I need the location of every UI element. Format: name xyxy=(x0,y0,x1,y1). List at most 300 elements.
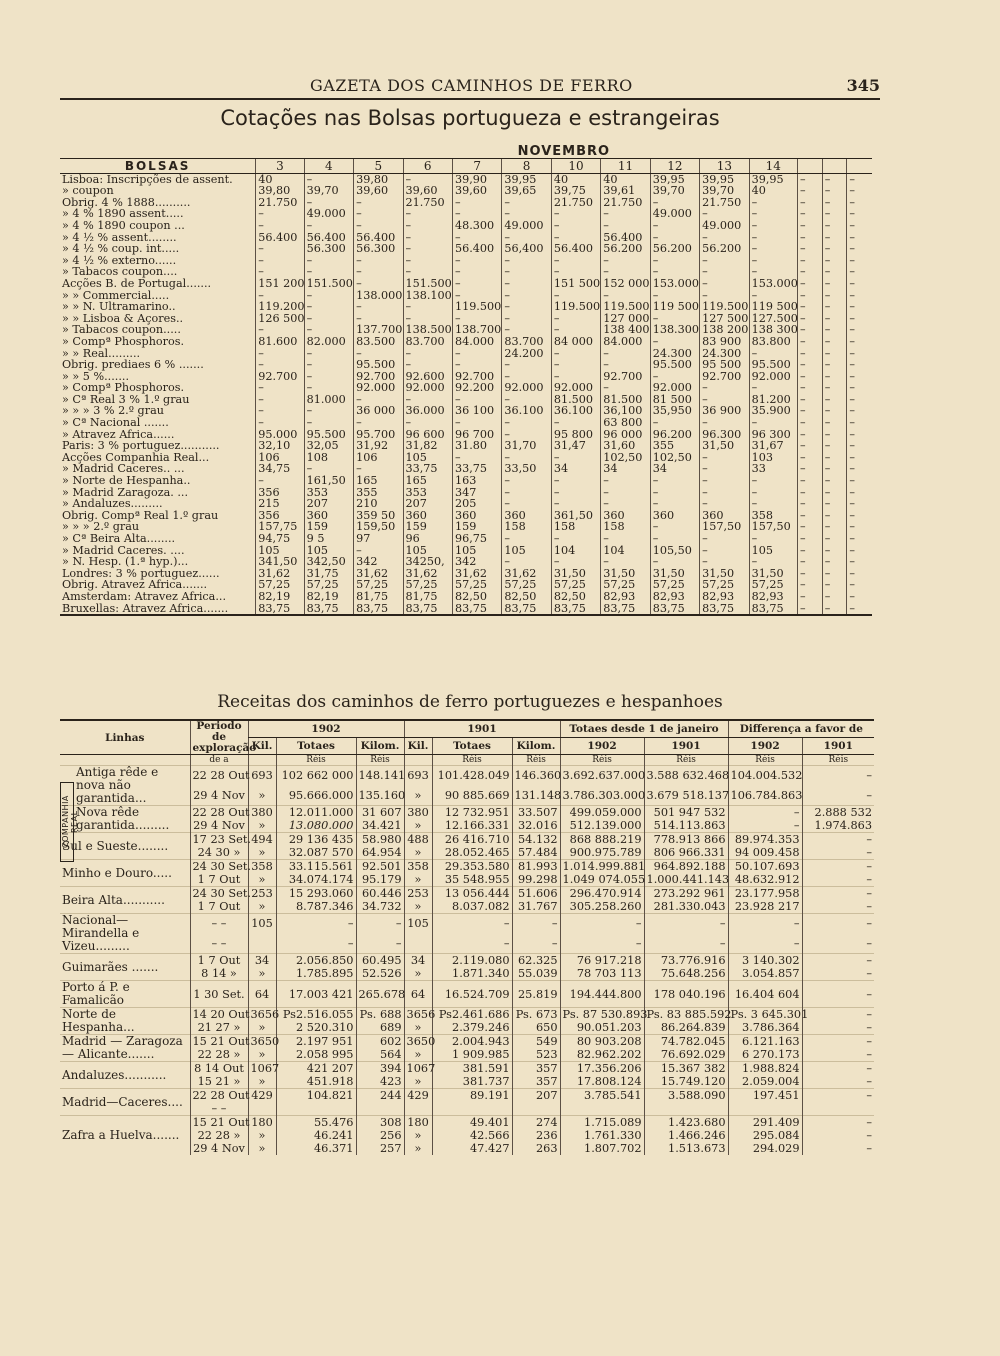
quote-value: 82,50 xyxy=(551,591,600,603)
kil-1902: » xyxy=(248,846,276,860)
quote-value: – xyxy=(700,278,749,290)
kil-1902: » xyxy=(248,967,276,981)
totaes-1901: 16.524.709 xyxy=(432,981,512,1008)
diferenca-1902: – xyxy=(728,819,802,833)
quote-value: – xyxy=(502,255,551,267)
quote-value: 127 500 xyxy=(700,313,749,325)
quote-value: 92.000 xyxy=(551,382,600,394)
kilom-1901: 274 xyxy=(512,1116,560,1130)
quote-value: 56.400 xyxy=(452,243,501,255)
quote-value: – xyxy=(797,475,822,487)
quote-label: » 4 ½ % coup. int..... xyxy=(62,242,180,256)
quote-value: 32,10 xyxy=(256,440,304,452)
quote-value: 342 xyxy=(452,556,501,568)
quote-value: – xyxy=(502,324,551,336)
quote-value: – xyxy=(797,220,822,232)
quote-value: 96 700 xyxy=(452,429,501,441)
kil-1902: 105 xyxy=(248,914,276,934)
quote-value: – xyxy=(700,545,749,557)
quote-value: 57,25 xyxy=(749,579,797,591)
diferenca-1901: – xyxy=(802,766,874,786)
quote-value: 82,93 xyxy=(700,591,749,603)
kil-1902: 358 xyxy=(248,860,276,874)
quote-value: – xyxy=(354,313,403,325)
quote-value: – xyxy=(822,232,847,244)
quote-label: » Compª Phosphoros. xyxy=(62,334,185,348)
kilom-1901: 131.148 xyxy=(512,786,560,806)
quote-value: – xyxy=(797,394,822,406)
totaes-desde-1901: 15.367 382 xyxy=(644,1062,728,1076)
totaes-desde-1901: 778.913 866 xyxy=(644,833,728,847)
quote-value: 95.500 xyxy=(354,359,403,371)
quote-value: 39,70 xyxy=(700,185,749,197)
quote-value: 361,50 xyxy=(551,510,600,522)
quote-value: – xyxy=(256,220,304,232)
diferenca-1902: 6.121.163 xyxy=(728,1035,802,1049)
quote-value: – xyxy=(452,208,501,220)
kilom-1901: 62.325 xyxy=(512,954,560,968)
totaes-desde-1901: 1.466.246 xyxy=(644,1129,728,1142)
quote-value: – xyxy=(304,463,353,475)
quote-value: 82,93 xyxy=(650,591,699,603)
quote-value: 82,19 xyxy=(256,591,304,603)
reis-label: Réis xyxy=(432,755,512,766)
quote-value: 83,75 xyxy=(304,603,353,616)
diferenca-1901: – xyxy=(802,1048,874,1062)
quote-value: – xyxy=(797,533,822,545)
linha-name: Sul e Sueste........ xyxy=(60,833,190,860)
totaes-1902: 17.003 421 xyxy=(276,981,356,1008)
diferenca-1902: 3.054.857 xyxy=(728,967,802,981)
quote-row xyxy=(60,301,872,313)
month-label: NOVEMBRO xyxy=(517,144,611,159)
quote-value: 92.700 xyxy=(452,371,501,383)
quote-value: – xyxy=(354,301,403,313)
quote-value: – xyxy=(551,208,600,220)
quote-value: 138 200 xyxy=(700,324,749,336)
day-header: 13 xyxy=(700,158,749,173)
col-diferenca-1902: 1902 xyxy=(728,738,802,755)
reis-label: Réis xyxy=(560,755,644,766)
quote-label: Obrig. Atravez Africa....... xyxy=(62,578,208,592)
quote-value: – xyxy=(700,417,749,429)
totaes-1901: 1.871.340 xyxy=(432,967,512,981)
quote-value: – xyxy=(452,313,501,325)
periodo: 15 21 Out xyxy=(190,1116,248,1130)
receita-row xyxy=(60,981,874,1008)
quote-value: 83.700 xyxy=(403,336,452,348)
quote-value: 119.500 xyxy=(700,301,749,313)
quote-value: – xyxy=(403,394,452,406)
kil-1901 xyxy=(404,1102,432,1116)
quote-value: 82,93 xyxy=(601,591,650,603)
quote-value: 21.750 xyxy=(700,197,749,209)
quote-value: – xyxy=(797,382,822,394)
quote-value: 127.500 xyxy=(749,313,797,325)
quote-label: » Compª Phosphoros. xyxy=(62,381,185,395)
quote-value: 95.500 xyxy=(650,359,699,371)
quote-value: – xyxy=(551,220,600,232)
totaes-desde-1901: 1.423.680 xyxy=(644,1116,728,1130)
diferenca-1902: 16.404 604 xyxy=(728,981,802,1008)
kil-1901: » xyxy=(404,1075,432,1089)
quote-value: – xyxy=(304,417,353,429)
quote-value: 119.500 xyxy=(601,301,650,313)
quote-value: 9 5 xyxy=(304,533,353,545)
diferenca-1901: – xyxy=(802,1075,874,1089)
quote-value: 92.600 xyxy=(403,371,452,383)
quote-value: 56.200 xyxy=(601,243,650,255)
receita-row xyxy=(60,1089,874,1103)
quote-value: – xyxy=(700,266,749,278)
quote-value: – xyxy=(551,324,600,336)
kilom-1902: 689 xyxy=(356,1021,404,1035)
kilom-1902: 95.179 xyxy=(356,873,404,887)
receita-row xyxy=(60,914,874,934)
quote-value: – xyxy=(847,440,872,452)
kil-1901: 488 xyxy=(404,833,432,847)
quote-value: 83.700 xyxy=(502,336,551,348)
periodo: 1 7 Out xyxy=(190,954,248,968)
quote-value: – xyxy=(797,579,822,591)
quote-value: – xyxy=(650,197,699,209)
quote-value: – xyxy=(847,185,872,197)
quote-value: – xyxy=(797,568,822,580)
quote-value: 36.000 xyxy=(403,405,452,417)
quote-value: – xyxy=(601,359,650,371)
quote-value: 158 xyxy=(551,521,600,533)
quote-value: – xyxy=(502,429,551,441)
quote-value: – xyxy=(551,348,600,360)
quote-value: – xyxy=(650,475,699,487)
quote-value: – xyxy=(847,591,872,603)
quote-value: 83,75 xyxy=(403,603,452,616)
kil-1902: » xyxy=(248,1142,276,1155)
quote-value: – xyxy=(304,348,353,360)
quote-value: 31,47 xyxy=(551,440,600,452)
quote-value: – xyxy=(749,382,797,394)
quote-value: – xyxy=(304,266,353,278)
quote-value: – xyxy=(650,313,699,325)
quote-value: 102,50 xyxy=(601,452,650,464)
kil-1902: » xyxy=(248,1075,276,1089)
totaes-desde-1902: 512.139.000 xyxy=(560,819,644,833)
totaes-1902: 102 662 000 xyxy=(276,766,356,786)
periodo: 8 14 » xyxy=(190,967,248,981)
quote-value: – xyxy=(502,232,551,244)
quote-value: 39,60 xyxy=(452,185,501,197)
quote-value: – xyxy=(797,487,822,499)
totaes-desde-1902: 78 703 113 xyxy=(560,967,644,981)
day-header xyxy=(847,158,872,173)
diferenca-1902: 1.988.824 xyxy=(728,1062,802,1076)
quote-value: – xyxy=(304,359,353,371)
quote-label: » Tabacos coupon.... xyxy=(62,265,178,279)
quote-value: – xyxy=(847,313,872,325)
totaes-desde-1901: 3.588 632.468 xyxy=(644,766,728,786)
linha-name: Madrid — Zaragoza — Alicante....... xyxy=(60,1035,190,1062)
kilom-1901: 31.767 xyxy=(512,900,560,914)
quote-value: 48.300 xyxy=(452,220,501,232)
cotacoes-table xyxy=(60,146,872,616)
quote-value: 97 xyxy=(354,533,403,545)
day-header: 5 xyxy=(354,158,403,173)
quote-value: – xyxy=(797,463,822,475)
quote-value: – xyxy=(403,301,452,313)
quote-value: 119.200 xyxy=(256,301,304,313)
quote-value: – xyxy=(502,359,551,371)
receita-row xyxy=(60,1008,874,1022)
quote-value: – xyxy=(700,556,749,568)
totaes-1901: 2.379.246 xyxy=(432,1021,512,1035)
diferenca-1902: 104.004.532 xyxy=(728,766,802,786)
quote-value: 96.300 xyxy=(700,429,749,441)
diferenca-1901: – xyxy=(802,887,874,901)
quote-value: 83 900 xyxy=(700,336,749,348)
quote-value: 21.750 xyxy=(551,197,600,209)
day-header: 7 xyxy=(452,158,501,173)
totaes-desde-1901: 3.588.090 xyxy=(644,1089,728,1103)
quote-value: 57,25 xyxy=(256,579,304,591)
quote-value: – xyxy=(797,197,822,209)
quote-value: 159 xyxy=(403,521,452,533)
quote-value: – xyxy=(822,568,847,580)
linha-name: Zafra a Huelva....... xyxy=(60,1116,190,1156)
diferenca-1902: 291.409 xyxy=(728,1116,802,1130)
quote-value: 34 xyxy=(551,463,600,475)
quote-value: – xyxy=(256,475,304,487)
quote-value: 92.700 xyxy=(354,371,403,383)
quote-value: – xyxy=(551,452,600,464)
quote-value: 347 xyxy=(452,487,501,499)
quote-value: – xyxy=(847,220,872,232)
col-totaes-1901: Totaes xyxy=(432,738,512,755)
quote-value: – xyxy=(700,394,749,406)
receita-row xyxy=(60,1062,874,1076)
quote-value: – xyxy=(822,475,847,487)
kil-1902: 693 xyxy=(248,766,276,786)
quote-value: – xyxy=(847,348,872,360)
quote-value: – xyxy=(403,243,452,255)
quote-value: – xyxy=(822,510,847,522)
quote-value: – xyxy=(700,487,749,499)
totaes-desde-1902: 90.051.203 xyxy=(560,1021,644,1035)
quote-value: 157,75 xyxy=(256,521,304,533)
quote-value: 31,50 xyxy=(700,568,749,580)
kilom-1902: Ps. 688 xyxy=(356,1008,404,1022)
quote-value: – xyxy=(822,359,847,371)
quote-row xyxy=(60,255,872,267)
totaes-1901: 28.052.465 xyxy=(432,846,512,860)
diferenca-1902: 23.177.958 xyxy=(728,887,802,901)
totaes-1901: 35 548.955 xyxy=(432,873,512,887)
quote-value: 39,61 xyxy=(601,185,650,197)
receita-row xyxy=(60,766,874,786)
quote-value: 92.000 xyxy=(403,382,452,394)
totaes-1901: 29.353.580 xyxy=(432,860,512,874)
totaes-desde-1901: Ps. 83 885.592 xyxy=(644,1008,728,1022)
quote-value: 63 800 xyxy=(601,417,650,429)
quote-value: 31,62 xyxy=(354,568,403,580)
kilom-1902: – xyxy=(356,914,404,934)
quote-value: 31,50 xyxy=(601,568,650,580)
periodo: – – xyxy=(190,914,248,934)
linha-name: Nacional—Mirandella e Vizeu......... xyxy=(60,914,190,954)
receitas-title: Receitas dos caminhos de ferro portuguezes e hespanhoes xyxy=(217,692,723,712)
quote-value: – xyxy=(749,475,797,487)
quote-value: 82,50 xyxy=(452,591,501,603)
kil-1902: 180 xyxy=(248,1116,276,1130)
totaes-1902: 29 136 435 xyxy=(276,833,356,847)
quote-value: – xyxy=(797,278,822,290)
periodo: 22 28 Out xyxy=(190,1089,248,1103)
quote-value: – xyxy=(452,232,501,244)
kilom-1902: 34.732 xyxy=(356,900,404,914)
diferenca-1901: 2.888 532 xyxy=(802,806,874,820)
quote-label: » » » 2.º grau xyxy=(62,520,140,534)
linha-name: Nova rêde garantida......... xyxy=(60,806,190,833)
totaes-1902: 2.056.850 xyxy=(276,954,356,968)
quote-value: 138.100 xyxy=(403,290,452,302)
quote-value: – xyxy=(650,220,699,232)
totaes-desde-1902: 1.761.330 xyxy=(560,1129,644,1142)
quote-value: – xyxy=(256,359,304,371)
kil-1902: 3656 Ps. xyxy=(248,1008,276,1022)
periodo: 21 27 » xyxy=(190,1021,248,1035)
quote-value: 102,50 xyxy=(650,452,699,464)
quote-value: 137.700 xyxy=(354,324,403,336)
kil-1902: » xyxy=(248,1048,276,1062)
day-header: 4 xyxy=(304,158,353,173)
totaes-desde-1902: 82.962.202 xyxy=(560,1048,644,1062)
totaes-desde-1902: 3.785.541 xyxy=(560,1089,644,1103)
col-kil-1901: Kil. xyxy=(404,738,432,755)
kil-1902: 380 xyxy=(248,806,276,820)
diferenca-1902: 89.974.353 xyxy=(728,833,802,847)
quote-value: 153.000 xyxy=(749,278,797,290)
quote-value: – xyxy=(700,290,749,302)
quote-value: – xyxy=(354,266,403,278)
quote-value: 56.400 xyxy=(304,232,353,244)
linha-name: Guimarães ....... xyxy=(60,954,190,981)
totaes-1901: 101.428.049 xyxy=(432,766,512,786)
totaes-desde-1902: 194.444.800 xyxy=(560,981,644,1008)
kil-1902 xyxy=(248,1102,276,1116)
col-kil-1902: Kil. xyxy=(248,738,276,755)
quote-value: – xyxy=(354,197,403,209)
totaes-1902: 33.115.561 xyxy=(276,860,356,874)
quote-value: – xyxy=(847,371,872,383)
day-header: 10 xyxy=(551,158,600,173)
quote-value: – xyxy=(749,208,797,220)
totaes-desde-1901: 1.000.441.143 xyxy=(644,873,728,887)
diferenca-1901: 1.974.863 xyxy=(802,819,874,833)
quote-value: – xyxy=(797,359,822,371)
quote-value: – xyxy=(403,266,452,278)
quote-value: – xyxy=(551,290,600,302)
quote-value: – xyxy=(452,452,501,464)
quote-value: 95 800 xyxy=(551,429,600,441)
totaes-1901: 49.401 xyxy=(432,1116,512,1130)
totaes-desde-1902: – xyxy=(560,934,644,954)
quote-value: 138 300 xyxy=(749,324,797,336)
quote-value: 151 500 xyxy=(551,278,600,290)
totaes-desde-1902: 1.807.702 xyxy=(560,1142,644,1155)
quote-value: 82,19 xyxy=(304,591,353,603)
quote-value: – xyxy=(502,266,551,278)
quote-value: 36 100 xyxy=(452,405,501,417)
quote-value: – xyxy=(797,324,822,336)
quote-value: 57,25 xyxy=(304,579,353,591)
kilom-1902: 602 xyxy=(356,1035,404,1049)
quote-value: 105 xyxy=(502,545,551,557)
reis-label: Réis xyxy=(356,755,404,766)
quote-value: 207 xyxy=(304,498,353,510)
kilom-1902: – xyxy=(356,934,404,954)
kil-1902: 253 xyxy=(248,887,276,901)
linha-name: Beira Alta........... xyxy=(60,887,190,914)
quote-value: 92.000 xyxy=(502,382,551,394)
col-totaes-1902: Totaes xyxy=(276,738,356,755)
quote-value: – xyxy=(304,405,353,417)
totaes-1902: 32.087 570 xyxy=(276,846,356,860)
quote-value: – xyxy=(749,498,797,510)
totaes-1902: 451.918 xyxy=(276,1075,356,1089)
totaes-1902: 46.241 xyxy=(276,1129,356,1142)
quote-label: » Andaluzes......... xyxy=(62,497,163,511)
quote-value: 360 xyxy=(304,510,353,522)
quote-value: – xyxy=(797,255,822,267)
quote-value: 49.000 xyxy=(700,220,749,232)
kilom-1901: 25.819 xyxy=(512,981,560,1008)
totaes-1902: 2.516.055 xyxy=(276,1008,356,1022)
kil-1901: 180 xyxy=(404,1116,432,1130)
quote-value: – xyxy=(551,556,600,568)
quote-value: – xyxy=(797,301,822,313)
quote-value: – xyxy=(847,405,872,417)
quote-value: – xyxy=(452,394,501,406)
kil-1902 xyxy=(248,934,276,954)
quote-value: – xyxy=(650,521,699,533)
kil-1901: » xyxy=(404,1142,432,1155)
quote-value: – xyxy=(847,475,872,487)
quote-value: 342 xyxy=(354,556,403,568)
diferenca-1902: 94 009.458 xyxy=(728,846,802,860)
quote-value: 84.000 xyxy=(452,336,501,348)
periodo: – – xyxy=(190,1102,248,1116)
totaes-desde-1901: 806 966.331 xyxy=(644,846,728,860)
quote-value: 56.400 xyxy=(601,232,650,244)
diferenca-1902: 2.059.004 xyxy=(728,1075,802,1089)
kil-1902: » xyxy=(248,1021,276,1035)
quote-value: 138.700 xyxy=(452,324,501,336)
quote-value: – xyxy=(797,429,822,441)
quote-label: » » Commercial..... xyxy=(62,288,170,302)
quote-value: – xyxy=(797,371,822,383)
kilom-1902: 60.446 xyxy=(356,887,404,901)
totaes-desde-1901: 75.648.256 xyxy=(644,967,728,981)
quote-value: – xyxy=(601,487,650,499)
kil-1901: 3650 xyxy=(404,1035,432,1049)
linha-name: Porto á P. e Famalicão xyxy=(60,981,190,1008)
quote-value: 207 xyxy=(403,498,452,510)
quote-value: – xyxy=(502,417,551,429)
quote-value: 151.500 xyxy=(403,278,452,290)
totaes-1901: 26 416.710 xyxy=(432,833,512,847)
diferenca-1901: – xyxy=(802,967,874,981)
quote-value: 161,50 xyxy=(304,475,353,487)
quote-value: 96.200 xyxy=(650,429,699,441)
